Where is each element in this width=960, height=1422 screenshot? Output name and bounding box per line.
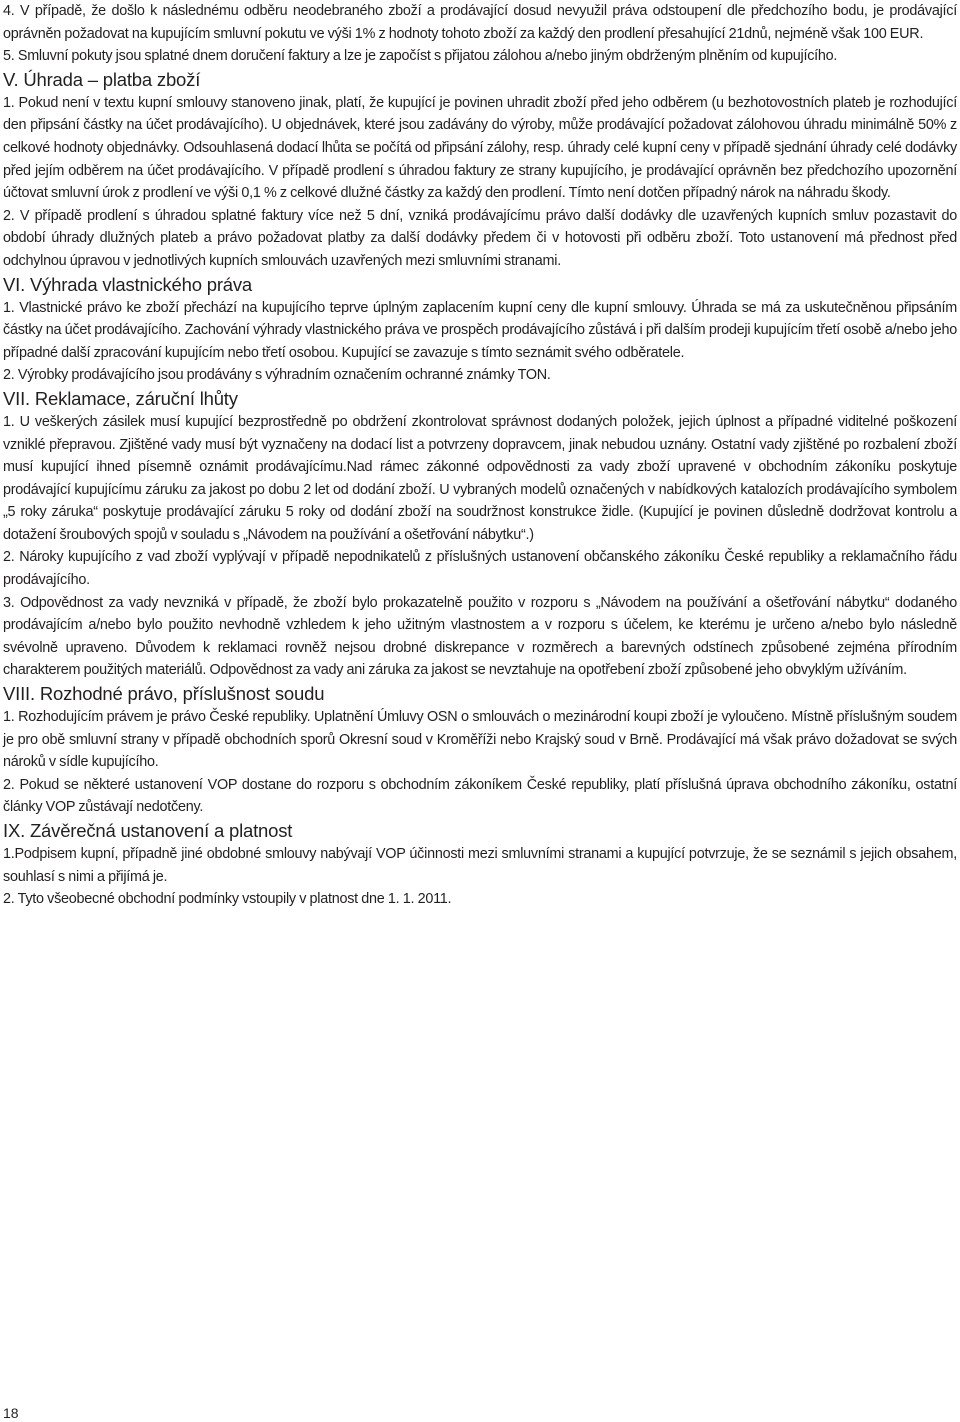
law-paragraph-2: 2. Pokud se některé ustanovení VOP dostane do rozporu s obchodním zákoníkem České republiky, platí příslušná úprava obchodního zákoníku, ostatní články VOP zůstávají nedotčeny. xyxy=(3,776,957,816)
section-heading-complaints: VII. Reklamace, záruční lhůty xyxy=(3,387,238,409)
section-law xyxy=(3,682,957,819)
section-payment xyxy=(3,68,957,273)
complaints-paragraph-2: 2. Nároky kupujícího z vad zboží vyplývají v případě nepodnikatelů z příslušných ustanovení občanského zákoníku České republiky a reklamačního řádu prodávajícího. xyxy=(3,549,957,589)
section-heading-ownership: VI. Výhrada vlastnického práva xyxy=(3,273,253,295)
final-paragraph-2: 2. Tyto všeobecné obchodní podmínky vstoupily v platnost dne 1. 1. 2011. xyxy=(3,891,452,908)
ownership-paragraph-2: 2. Výrobky prodávajícího jsou prodávány s výhradním označením ochranné známky TON. xyxy=(3,367,551,384)
payment-paragraph-1: 1. Pokud není v textu kupní smlouvy stanoveno jinak, platí, že kupující je povinen uhradit zboží před jeho odběrem (u bezhotovostních plateb je rozhodující den připsání částky na účet prodávajícího). U objednávek, které jsou zadávány do výroby, může prodávající požadovat zálohovou úhradu minimálně 50% z celkové hodnoty objednávky. Odsouhlasená dodací lhůta se počítá od připsání zálohy, resp. úhrady celé kupní ceny v případě sjednání úhrady celé dodávky před jejím odběrem na účet prodávajícího. V případě prodlení s úhradou faktury ze strany kupujícího, je prodávající oprávněn bez předchozího upozornění účtovat smluvní úrok z prodlení ve výši 0,1 % z celkové dlužné částky za každý den prodlení. Tímto není dotčen případný nárok na náhradu škody. xyxy=(3,94,957,202)
law-paragraph-1: 1. Rozhodujícím právem je právo České republiky. Uplatnění Úmluvy OSN o smlouvách o mezinárodní koupi zboží je vyloučeno. Místně příslušným soudem je pro obě smluvní strany v případě obchodních sporů Okresní soud v Kroměříži nebo Krajský soud v Brně. Prodávající má však právo dožadovat se svých nároků v sídle kupujícího. xyxy=(3,709,957,771)
section-final xyxy=(3,819,957,911)
section-heading-payment: V. Úhrada – platba zboží xyxy=(3,68,201,90)
payment-paragraph-2: 2. V případě prodlení s úhradou splatné faktury více než 5 dní, vzniká prodávajícímu právo další dodávky dle uzavřených kupních smluv pozastavit do období úhrady dlužných plateb a právo požadovat platby za další dodávky předem či v hotovosti při odběru zboží. Toto ustanovení má přednost před odchylnou úpravou v jednotlivých kupních smlouvách uzavřených mezi smluvními stranami. xyxy=(3,207,957,269)
section-heading-final: IX. Závěrečná ustanovení a platnost xyxy=(3,820,293,841)
intro-block xyxy=(3,0,957,68)
section-complaints xyxy=(3,387,957,682)
section-ownership xyxy=(3,273,957,387)
complaints-paragraph-1: 1. U veškerých zásilek musí kupující bezprostředně po obdržení zkontrolovat správnost dodaných položek, jejich úplnost a případné viditelné poškození vzniklé přepravou. Zjištěné vady musí být vyznačeny na dodací list a potvrzeny dopravcem, jinak nebudou uznány. Ostatní vady zjištěné po rozbalení zboží musí kupující ihned písemně oznámit prodávajícímu.Nad rámec zákonné odpovědnosti za vady zboží upravené v obchodním zákoníku poskytuje prodávající kupujícímu záruku za jakost po dobu 2 let od dodání zboží. U vybraných modelů označených v nabídkových katalozích prodávajícího symbolem „5 roky záruka“ poskytuje prodávající záruku 5 roky od dodání zboží na soudržnost konstrukce židle. (Kupující je povinen důsledně dodržovat kontrolu a dotažení šroubových spojů v souladu s „Návodem na používání a ošetřování nábytku“.) xyxy=(3,413,957,543)
document-page xyxy=(3,0,957,911)
section-heading-law: VIII. Rozhodné právo, příslušnost soudu xyxy=(3,683,325,705)
final-paragraph-1: 1.Podpisem kupní, případně jiné obdobné smlouvy nabývají VOP účinnosti mezi smluvními stranami a kupující potvrzuje, že se seznámil s jejich obsahem, souhlasí s nimi a přijímá je. xyxy=(3,846,957,885)
page-number: 18 xyxy=(3,1405,19,1421)
paragraph-4: 4. V případě, že došlo k následnému odběru neodebraného zboží a prodávající dosud nevyužil práva odstoupení dle předchozího bodu, je prodávající oprávněn požadovat na kupujícím smluvní pokutu ve výši 1% z hodnoty tohoto zboží za každý den prodlení přesahující 21dnů, nejméně však 100 EUR. xyxy=(3,3,957,42)
complaints-paragraph-3: 3. Odpovědnost za vady nevzniká v případě, že zboží bylo prokazatelně použito v rozporu s „Návodem na používání a ošetřování nábytku“ dodaného prodávajícím a/nebo bylo použito nevhodně vzhledem k jeho užitným vlastnostem a v rozporu s účelem, ke kterému je určeno a/nebo bylo následně svévolně upraveno. Důvodem k reklamaci rovněž nejsou drobné diskrepance v rozměrech a barevných odstínech způsobené zejména přírodním charakterem použitých materiálů. Odpovědnost za vady ani záruka za jakost se nevztahuje na opotřebení zboží způsobené jeho obvyklým užíváním. xyxy=(3,594,957,679)
paragraph-5: 5. Smluvní pokuty jsou splatné dnem doručení faktury a lze je započíst s přijatou zálohou a/nebo jiným obdrženým plněním od kupujícího. xyxy=(3,48,838,65)
ownership-paragraph-1: 1. Vlastnické právo ke zboží přechází na kupujícího teprve úplným zaplacením kupní ceny dle kupní smlouvy. Úhrada se má za uskutečněnou připsáním částky na účet prodávajícího. Zachování výhrady vlastnického práva ve prospěch prodávajícího zůstává i při dalším prodeji kupujícím třetí osobě a/nebo jeho případné další zpracování kupujícím nebo třetí osobou. Kupující se zavazuje s tímto seznámit svého odběratele. xyxy=(3,299,957,361)
